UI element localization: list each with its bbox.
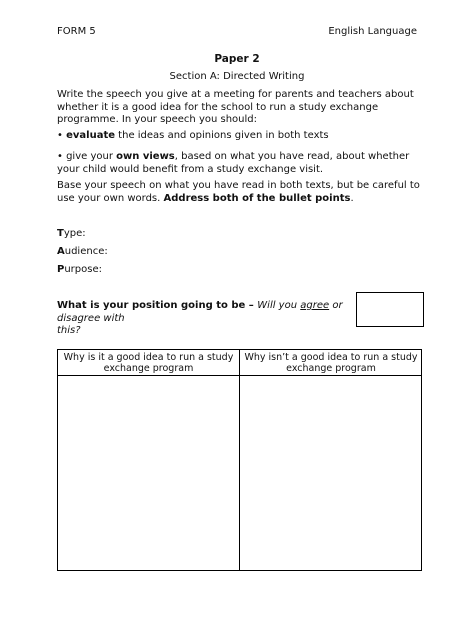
instruction-end: . (350, 192, 354, 204)
table-header-for: Why is it a good idea to run a study exchange program (63, 352, 234, 374)
instruction-bold: Address both of the bullet points (163, 192, 351, 204)
position-question (57, 300, 357, 336)
subject-label: English Language (328, 26, 417, 37)
field-label: urpose: (64, 264, 102, 275)
position-bold: What is your position going to be – (57, 300, 258, 311)
bullet-text: the ideas and opinions given in both texts (115, 130, 329, 141)
table-header-against: Why isn’t a good idea to run a study exchange program (244, 352, 418, 374)
field-initial: T (57, 228, 64, 239)
bullet-pre: give your (62, 151, 117, 162)
section-title: Section A: Directed Writing (169, 71, 305, 82)
bullet-text: , based on what you have read, about whether your child would benefit from a study exchange visit. (57, 151, 410, 175)
bullet-mark: • (57, 151, 63, 162)
bullet-evaluate (57, 130, 422, 143)
field-initial: P (57, 264, 65, 275)
reasons-table (57, 349, 422, 571)
position-answer-box[interactable] (356, 292, 424, 327)
bullet-mark: • (57, 130, 63, 141)
paper-title: Paper 2 (214, 53, 260, 65)
field-type (57, 228, 86, 239)
instruction-paragraph (57, 180, 422, 205)
bullet-bold: own views (116, 151, 175, 162)
position-agree: agree (300, 300, 330, 311)
position-italic: Will you (257, 300, 301, 311)
field-label: ype: (63, 228, 86, 239)
table-column-divider (239, 350, 240, 570)
table-header-divider (58, 375, 421, 376)
field-audience (57, 246, 108, 257)
position-italic: this? (57, 325, 81, 336)
field-purpose (57, 264, 102, 275)
intro-paragraph: Write the speech you give at a meeting for parents and teachers about whether it is a good idea for the school to run a study exchange programme. In your speech you should: (57, 89, 414, 125)
instruction-text: Base your speech on what you have read in both texts, but be careful to use your own words. (57, 180, 420, 204)
field-label: udience: (64, 246, 108, 257)
position-italic: or disagree with (57, 300, 343, 324)
field-initial: A (57, 246, 65, 257)
bullet-own-views (57, 151, 422, 176)
bullet-bold: evaluate (66, 130, 115, 141)
form-label: FORM 5 (57, 26, 96, 37)
